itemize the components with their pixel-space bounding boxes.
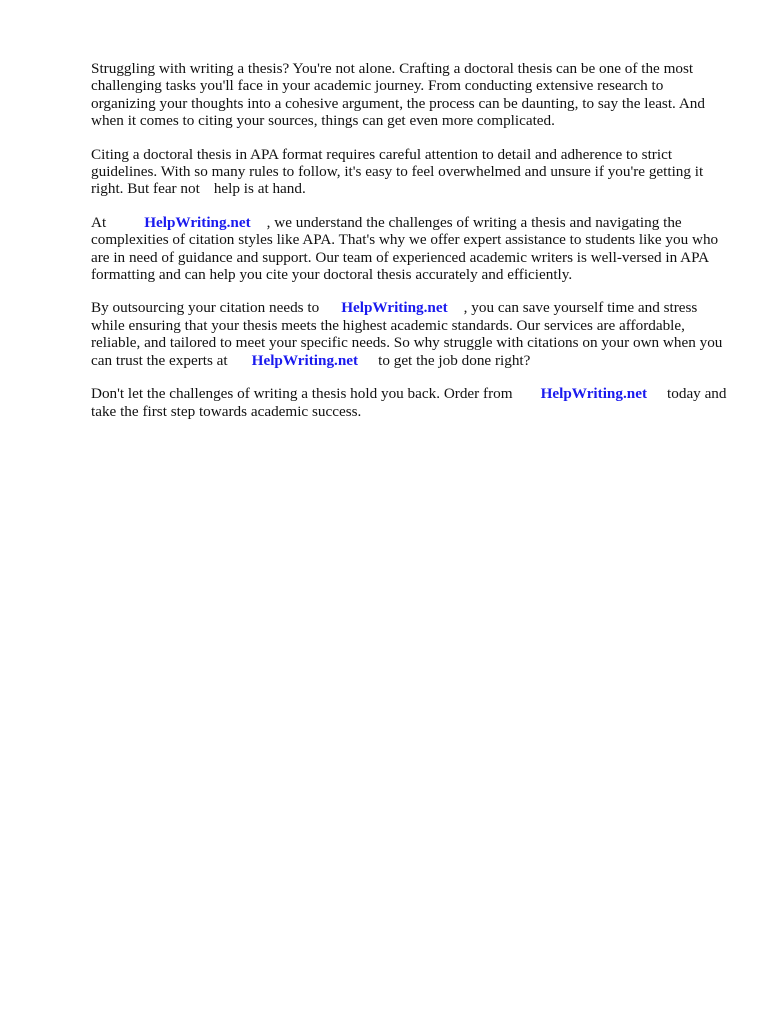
paragraph-about-lead: At (91, 213, 107, 231)
paragraph-about-text: , we understand the challenges of writing a thesis and navigating the complexities of citation styles like APA. That's why we offer expert assistance to students like you who are in need of guidance and support. Our team of experienced academic writers is well-versed in APA formatting and can help you cite your doctoral thesis accurately and efficiently. (91, 213, 719, 284)
paragraph-intro-text: Struggling with writing a thesis? You're not alone. Crafting a doctoral thesis can be one of the most challenging tasks you'll face in your academic journey. From conducting extensive research to organizing your thoughts into a cohesive argument, the process can be daunting, to say the least. And when it comes to citing your sources, things can get even more complicated. (91, 60, 705, 130)
paragraph-apa (91, 146, 727, 198)
paragraph-cta (91, 385, 727, 420)
helpwriting-link-2[interactable]: HelpWriting.net (341, 299, 448, 317)
paragraph-outsourcing-lead: By outsourcing your citation needs to (91, 299, 320, 317)
paragraph-outsourcing-end: to get the job done right? (378, 351, 531, 369)
helpwriting-link-4[interactable]: HelpWriting.net (540, 385, 648, 403)
paragraph-apa-text-end: help is at hand. (213, 180, 306, 198)
paragraph-cta-end: today and take the first step towards academic success. (91, 385, 727, 420)
paragraph-apa-text: Citing a doctoral thesis in APA format requires careful attention to detail and adherence to strict guidelines. With so many rules to follow, it's easy to feel overwhelmed and unsure if you're getting it right. But fear not (91, 145, 704, 198)
paragraph-outsourcing (91, 299, 727, 369)
helpwriting-link-1[interactable]: HelpWriting.net (144, 213, 251, 231)
helpwriting-link-3[interactable]: HelpWriting.net (251, 351, 359, 369)
paragraph-outsourcing-text: , you can save yourself time and stress while ensuring that your thesis meets the highest academic standards. Our services are affordable, reliable, and tailored to meet your specific needs. So why struggle with citations on your own when you can trust the experts at (91, 299, 723, 369)
paragraph-cta-lead: Don't let the challenges of writing a thesis hold you back. Order from (91, 385, 513, 403)
document-body (91, 60, 727, 436)
paragraph-intro (91, 60, 727, 130)
paragraph-about (91, 214, 727, 284)
